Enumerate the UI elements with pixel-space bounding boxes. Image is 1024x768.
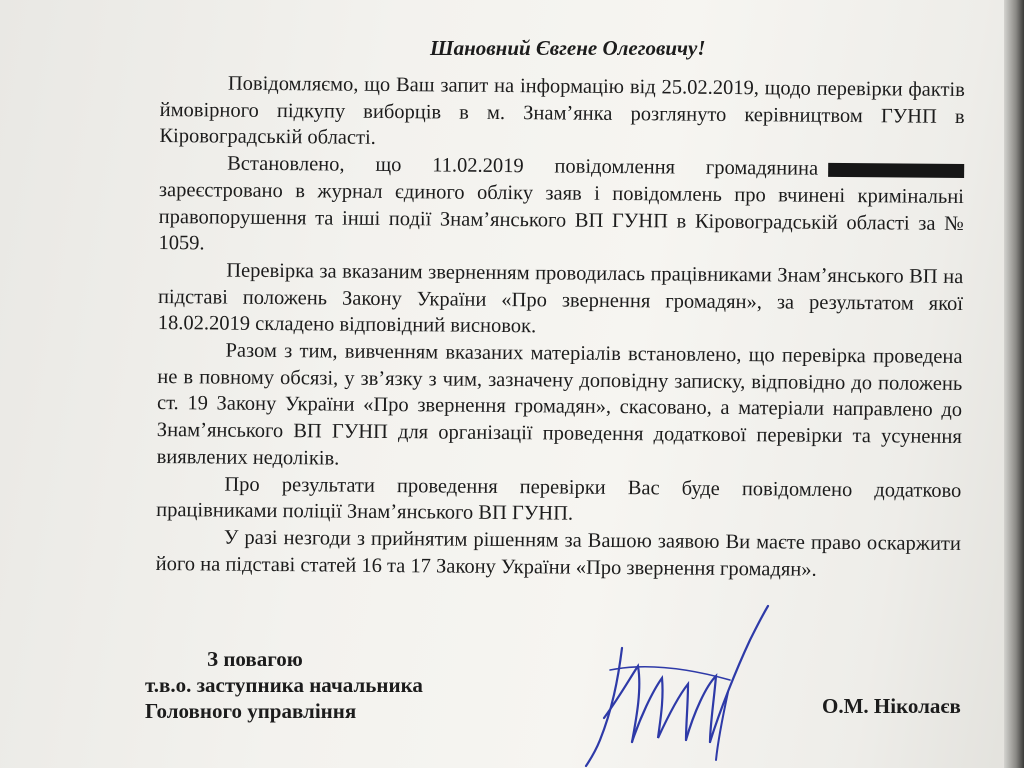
paragraph-2 (158, 150, 964, 264)
signer-name: О.М. Ніколаєв (822, 694, 961, 718)
paragraph-3: Перевірка за вказаним зверненням проводилась працівниками Знам’янського ВП на підставі положень Закону України «Про звернення громадян», за результатом якої 18.02.2019 складено відповідний висновок. (157, 259, 964, 338)
letter-body (156, 70, 965, 584)
page-edge-shadow (1004, 0, 1024, 768)
closing-line-2: т.в.о. заступника начальника (145, 673, 423, 697)
salutation: Шановний Євгене Олеговичу! (430, 36, 706, 60)
paragraph-4: Разом з тим, вивченням вказаних матеріалів встановлено, що перевірка проведена не в повному обсязі, у зв’язку з чим, зазначену доповідну записку, відповідно до положень ст. 19 Закону України «Про звернення громадян», скасовано, а матеріали направлено до Знам’янського ВП ГУНП для організації проведення додаткової перевірки та усунення виявлених недоліків. (156, 339, 963, 470)
handwritten-signature (560, 600, 800, 768)
paragraph-6: У разі незгоди з прийнятим рішенням за Вашою заявою Ви маєте право оскаржити його на підставі статей 16 та 17 Закону України «Про звернення громадян». (155, 526, 961, 581)
redaction-block (828, 163, 964, 178)
closing-block (145, 646, 423, 724)
paragraph-5: Про результати проведення перевірки Вас буде повідомлено додатково працівниками поліції Знам’янського ВП ГУНП. (156, 473, 962, 525)
paragraph-2-rest: зареєстровано в журнал єдиного обліку заяв і повідомлень про вчинені кримінальні правопорушення та інші події Знам’янського ВП ГУНП в Кіровоградській області за № 1059. (158, 178, 965, 255)
closing-line-3: Головного управління (145, 699, 357, 723)
paragraph-1: Повідомляємо, що Ваш запит на інформацію від 25.02.2019, щодо перевірки фактів ймовірного підкупу виборців в м. Знам’янка розглянуто керівництвом ГУНП в Кіровоградській області. (159, 72, 965, 150)
closing-line-1: З повагою (207, 647, 303, 671)
paragraph-2-start: Встановлено, що 11.02.2019 повідомлення громадянина (227, 152, 819, 180)
